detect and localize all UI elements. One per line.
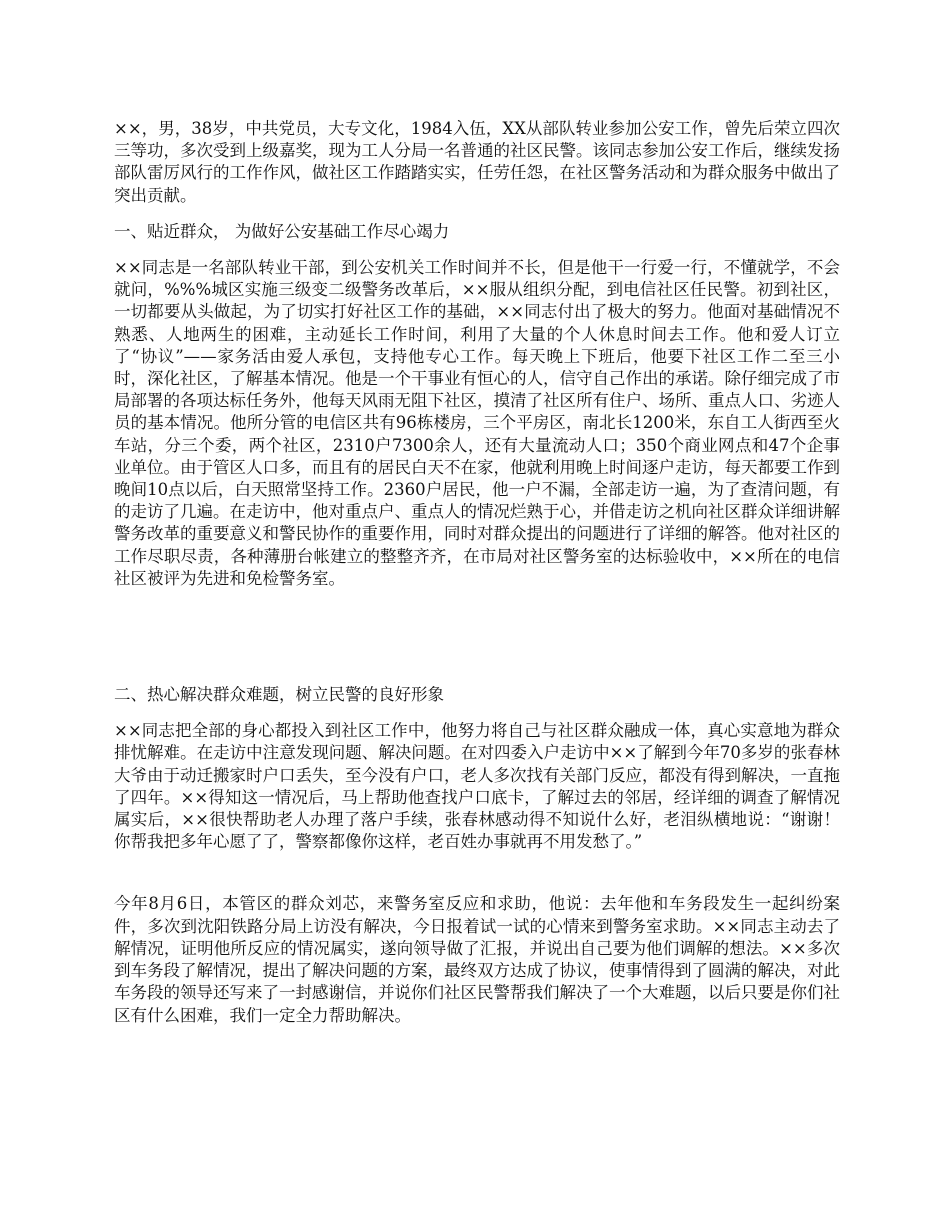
- section-1-paragraph: ××同志是一名部队转业干部，到公安机关工作时间并不长，但是他干一行爱一行，不懂就学，不会就问，%%%城区实施三级变二级警务改革后，××服从组织分配，到电信社区任民警。初到社区，一切都要从头做起，为了切实打好社区工作的基础，××同志付出了极大的努力。他面对基础情况不熟悉、人地两生的困难，主动延长工作时间，利用了大量的个人休息时间去工作。他和爱人订立了“协议”——家务活由爱人承包，支持他专心工作。每天晚上下班后，他要下社区工作二至三小时，深化社区，了解基本情况。他是一个干事业有恒心的人，信守自己作出的承诺。除仔细完成了市局部署的各项达标任务外，他每天风雨无阻下社区，摸清了社区所有住户、场所、重点人口、劣迹人员的基本情况。他所分管的电信区共有96栋楼房，三个平房区，南北长1200米，东自工人街西至火车站，分三个委，两个社区，2310户7300余人，还有大量流动人口；350个商业网点和47个企事业单位。由于管区人口多，而且有的居民白天不在家，他就利用晚上时间逐户走访，每天都要工作到晚间10点以后，白天照常坚持工作。2360户居民，他一户不漏，全部走访一遍，为了查清问题，有的走访了几遍。在走访中，他对重点户、重点人的情况烂熟于心，并借走访之机向社区群众详细讲解警务改革的重要意义和警民协作的重要作用，同时对群众提出的问题进行了详细的解答。他对社区的工作尽职尽责，各种薄册台帐建立的整整齐齐，在市局对社区警务室的达标验收中，××所在的电信社区被评为先进和免检警务室。: [114, 258, 840, 588]
- section-1-heading: 一、贴近群众， 为做好公安基础工作尽心竭力: [114, 221, 450, 241]
- blank-spacer: [114, 604, 840, 684]
- section-2-paragraph-1: ××同志把全部的身心都投入到社区工作中，他努力将自己与社区群众融成一体，真心实意地为群众排忧解难。在走访中注意发现问题、解决问题。在对四委入户走访中××了解到今年70多岁的张春林大爷由于动迁搬家时户口丢失，至今没有户口，老人多次找有关部门反应，都没有得到解决，一直拖了四年。××得知这一情况后，马上帮助他查找户口底卡，了解过去的邻居，经详细的调查了解情况属实后，××很快帮助老人办理了落户手续，张春林感动得不知说什么好，老泪纵横地说：“谢谢！你帮我把多年心愿了了，警察都像你这样，老百姓办事就再不用发愁了。”: [114, 721, 840, 852]
- blank-spacer: [114, 867, 840, 893]
- intro-paragraph: ××，男，38岁，中共党员，大专文化，1984入伍，XX从部队转业参加公安工作，曾先后荣立四次三等功，多次受到上级嘉奖，现为工人分局一名普通的社区民警。该同志参加公安工作后，继续发扬部队雷厉风行的工作作风，做社区工作踏踏实实，任劳任怨，在社区警务活动和为群众服务中做出了突出贡献。: [114, 119, 840, 205]
- document-page: [114, 118, 840, 1041]
- section-2-heading: 二、热心解决群众难题，树立民警的良好形象: [114, 685, 444, 705]
- section-2-paragraph-2: 今年8月6日，本管区的群众刘芯，来警务室反应和求助，他说：去年他和车务段发生一起纠纷案件，多次到沈阳铁路分局上访没有解决，今日报着试一试的心情来到警务室求助。××同志主动去了解情况，证明他所反应的情况属实，遂向领导做了汇报，并说出自己要为他们调解的想法。××多次到车务段了解情况，提出了解决问题的方案，最终双方达成了协议，使事情得到了圆满的解决，对此车务段的领导还写来了一封感谢信，并说你们社区民警帮我们解决了一个大难题，以后只要是你们社区有什么困难，我们一定全力帮助解决。: [114, 894, 840, 1025]
